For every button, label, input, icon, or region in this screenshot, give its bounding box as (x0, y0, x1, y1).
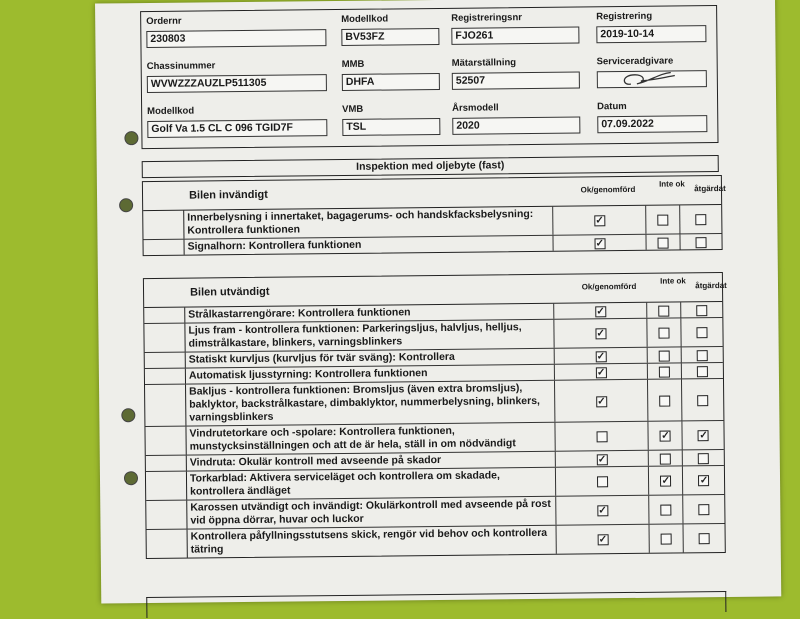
header-field (596, 10, 706, 43)
checkbox-cell (648, 363, 682, 378)
checkbox-cell (682, 347, 723, 362)
not-ok-checkbox[interactable] (659, 366, 670, 377)
header-field-value: TSL (342, 118, 440, 136)
header-field-label: VMB (342, 103, 364, 115)
checkbox-cell (555, 380, 648, 422)
punch-hole (124, 471, 138, 485)
checkbox-cell (683, 450, 724, 465)
checklist-item-text: Automatisk ljusstyrning: Kontrollera funktionen (185, 365, 555, 384)
header-field (341, 13, 439, 46)
checkbox-cell (682, 421, 723, 449)
fixed-checkbox[interactable] (697, 305, 708, 316)
fixed-checkbox[interactable] (697, 350, 708, 361)
checklist-item-text: Torkarblad: Aktivera serviceläget och kontrollera om skadade, kontrollera ändläget (186, 468, 556, 500)
checkbox-cell (647, 302, 681, 317)
checkbox-cell (646, 234, 680, 249)
punch-hole (121, 408, 135, 422)
header-field-label: MMB (341, 58, 365, 70)
header-field (147, 104, 327, 138)
checklist-item-text: Innerbelysning i innertaket, bagagerums- och handskfacksbelysning: Kontrollera funktionen (183, 207, 553, 239)
header-field-label: Serviceradgivare (596, 55, 674, 68)
checklist-item-text: Strålkastarrengörare: Kontrollera funktionen (184, 304, 554, 323)
table-title: Bilen invändigt (188, 188, 268, 202)
checkbox-cell (554, 303, 647, 319)
ok-checkbox[interactable]: ✓ (596, 366, 606, 378)
checkbox-cell (649, 524, 684, 552)
punch-hole (119, 198, 133, 212)
header-field (452, 56, 580, 89)
checkbox-cell (680, 205, 721, 233)
checkbox-cell (648, 421, 683, 449)
exterior-checklist (143, 272, 726, 559)
checklist-item-text: Vindruta: Okulär kontroll med avseende på skador (186, 452, 556, 471)
header-field (597, 55, 707, 88)
not-ok-checkbox[interactable] (659, 305, 670, 316)
header-field (342, 58, 440, 91)
checkbox-cell (649, 495, 684, 523)
checklist-item-text: Bakljus - kontrollera funktionen: Bromsljus (även extra bromsljus), baklyktor, backstrålkastare, dimbaklyktor, nummerbelysning, blinkers, varningsblinkers (185, 381, 555, 426)
column-header: Ok/genomförd (580, 184, 636, 195)
ok-checkbox[interactable]: ✓ (596, 350, 606, 362)
ok-checkbox[interactable]: ✓ (598, 534, 608, 546)
header-field-label: Datum (597, 100, 627, 113)
checklist-item-text: Kontrollera påfyllningsstutsens skick, rengör vid behov och kontrollera tätring (187, 526, 557, 558)
checkbox-cell (556, 496, 649, 525)
checkbox-cell (553, 235, 646, 251)
header-field-value: WVWZZZAUZLP511305 (147, 74, 327, 93)
not-ok-checkbox[interactable] (658, 237, 669, 248)
not-ok-checkbox[interactable] (661, 534, 672, 545)
fixed-checkbox[interactable]: ✓ (699, 430, 708, 442)
not-ok-checkbox[interactable]: ✓ (661, 475, 671, 487)
header-field-label: Chassinummer (146, 60, 216, 73)
header-field (597, 100, 707, 133)
not-ok-checkbox[interactable] (660, 453, 671, 464)
not-ok-checkbox[interactable] (659, 328, 670, 339)
column-header: Ok/genomförd (581, 281, 637, 292)
fixed-checkbox[interactable] (696, 237, 707, 248)
punch-hole (124, 131, 138, 145)
fixed-checkbox[interactable] (699, 504, 710, 515)
ok-checkbox[interactable]: ✓ (595, 237, 605, 249)
interior-checklist (142, 175, 726, 256)
column-header: Inte ok (659, 179, 685, 189)
checkbox-cell (682, 363, 723, 378)
header-field-value: BV53FZ (341, 28, 439, 46)
header-field-label: Modellkod (341, 13, 389, 25)
checklist-row (147, 524, 725, 558)
header-field-value: 230803 (146, 29, 326, 48)
header-field (147, 59, 327, 93)
checkbox-cell (646, 205, 681, 233)
column-header: åtgärdat (695, 280, 727, 291)
inspection-form (95, 0, 781, 604)
next-section-edge (146, 591, 726, 618)
checkbox-cell (648, 450, 682, 465)
header-field-label: Registrering (596, 10, 653, 23)
header-field (452, 101, 580, 134)
signature (597, 70, 707, 88)
fixed-checkbox[interactable] (698, 395, 709, 406)
fixed-checkbox[interactable]: ✓ (699, 475, 709, 487)
ok-checkbox[interactable]: ✓ (597, 395, 606, 407)
checkbox-cell (681, 318, 722, 346)
checkbox-cell (683, 466, 724, 494)
fixed-checkbox[interactable] (697, 366, 708, 377)
header-field-label: Årsmodell (452, 102, 499, 114)
checkbox-cell (647, 347, 681, 362)
header-field (146, 14, 326, 48)
checkbox-cell (683, 495, 724, 523)
checklist-item-text: Signalhorn: Kontrollera funktionen (183, 236, 553, 255)
checkbox-cell (553, 206, 646, 235)
checkbox-cell (647, 318, 682, 346)
header-field-value: 07.09.2022 (597, 115, 707, 133)
checklist-item-text: Vindrutetorkare och -spolare: Kontrollera funktionen, munstycksinställningen och att de är hela, ställ in om nödvändigt (185, 423, 555, 455)
checkbox-cell (682, 379, 723, 420)
column-header: åtgärdat (694, 183, 726, 194)
header-field-value: FJO261 (451, 26, 579, 44)
checklist-item-text: Karossen utvändigt och invändigt: Okulärkontroll med avseende på rost vid öppna dörrar, huvar och luckor (186, 497, 556, 529)
header-field-label: Modellkod (147, 105, 195, 118)
header-field-label: Registreringsnr (451, 12, 522, 24)
checkbox-cell (680, 234, 721, 249)
not-ok-checkbox[interactable] (659, 395, 670, 406)
ok-checkbox[interactable]: ✓ (597, 453, 607, 465)
header-field (342, 103, 440, 136)
header-field-value: DHFA (342, 73, 440, 91)
ok-checkbox[interactable]: ✓ (596, 305, 605, 317)
checkbox-cell (649, 466, 684, 494)
not-ok-checkbox[interactable]: ✓ (661, 430, 670, 442)
not-ok-checkbox[interactable] (661, 505, 672, 516)
fixed-checkbox[interactable] (696, 214, 707, 225)
header-field-label: Mätarställning (451, 57, 517, 69)
header-field (451, 11, 579, 44)
ok-checkbox[interactable] (597, 476, 608, 487)
checkbox-cell (648, 379, 683, 420)
checklist-item-text: Ljus fram - kontrollera funktionen: Parkeringsljus, halvljus, helljus, dimstrålkastare, blinkers, varningsblinkers (184, 320, 554, 352)
ok-checkbox[interactable]: ✓ (595, 215, 604, 227)
checkbox-cell (555, 422, 648, 451)
fixed-checkbox[interactable] (698, 453, 709, 464)
checkbox-cell (556, 467, 649, 496)
checkbox-cell (556, 525, 649, 554)
checkbox-cell (554, 348, 647, 364)
ok-checkbox[interactable]: ✓ (596, 328, 605, 340)
checkbox-cell (556, 451, 649, 467)
checklist-row (145, 379, 723, 427)
checkbox-cell (681, 302, 722, 317)
table-title: Bilen utvändigt (189, 285, 270, 299)
ok-checkbox[interactable]: ✓ (598, 505, 607, 517)
not-ok-checkbox[interactable] (658, 215, 669, 226)
header-field-value: 2020 (452, 116, 580, 134)
header-field-label: Ordernr (146, 15, 182, 28)
checkbox-cell (555, 364, 648, 380)
header-field-value: Golf Va 1.5 CL C 096 TGID7F (147, 119, 327, 138)
checklist-item-text: Statiskt kurvljus (kurvljus för tvär sväng): Kontrollera (185, 349, 555, 368)
ok-checkbox[interactable] (596, 431, 607, 442)
not-ok-checkbox[interactable] (659, 350, 670, 361)
header-field-value: 2019-10-14 (596, 25, 706, 43)
fixed-checkbox[interactable] (697, 327, 708, 338)
checkbox-cell (683, 524, 724, 552)
header-field-value: 52507 (452, 71, 580, 89)
checkbox-cell (554, 319, 647, 348)
vehicle-info-header (140, 5, 718, 149)
fixed-checkbox[interactable] (699, 533, 710, 544)
column-header: Inte ok (660, 276, 686, 286)
section-title: Inspektion med oljebyte (fast) (142, 155, 719, 178)
